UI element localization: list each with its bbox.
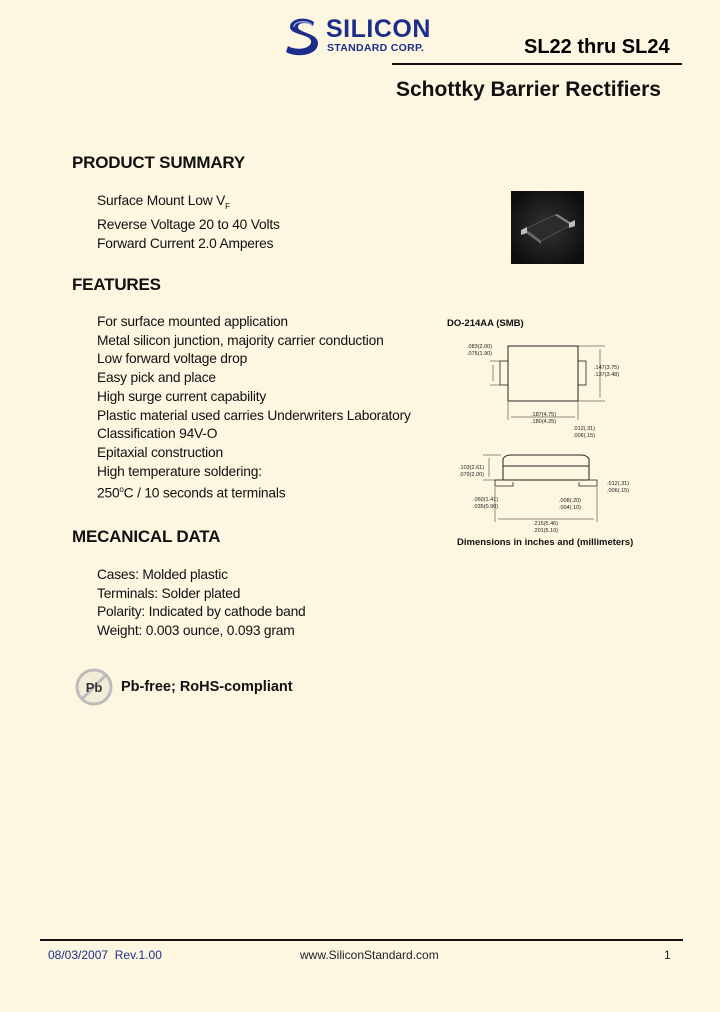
summary-item: Surface Mount Low $V_F$ (97, 193, 230, 211)
dim-label: .060(1.41) (473, 497, 499, 503)
footer-page-number: 1 (664, 948, 671, 962)
summary-list (97, 192, 280, 254)
header-divider (392, 63, 682, 65)
mechanical-item: Polarity: Indicated by cathode band (97, 604, 306, 620)
dim-label: .012(.31) (607, 481, 630, 487)
package-dimension-diagram (455, 334, 635, 534)
company-subname: STANDARD CORP. (327, 42, 425, 54)
dim-label: .215(5.46) (533, 521, 559, 527)
dim-label: .201(5.10) (533, 528, 559, 534)
footer-divider (40, 939, 683, 941)
dimension-note: Dimensions in inches and (millimeters) (457, 537, 634, 548)
dim-label: .103(2.61) (459, 465, 485, 471)
dim-label: .006(.15) (573, 433, 596, 439)
feature-item: Plastic material used carries Underwriters Laboratory (97, 407, 411, 423)
footer-date-revision: 08/03/2007 Rev.1.00 (48, 948, 162, 962)
svg-text:Pb: Pb (85, 680, 103, 695)
feature-item: High temperature soldering: (97, 463, 262, 479)
feature-item: Classification 94V-O (97, 426, 218, 442)
feature-item: 250$^o$C / 10 seconds at terminals (97, 485, 286, 501)
dim-label: .147(3.75) (594, 365, 620, 371)
footer-website-link[interactable]: www.SiliconStandard.com (300, 948, 439, 962)
dim-label: .012(.31) (573, 426, 596, 432)
dim-label: .180(4.25) (531, 419, 557, 425)
mechanical-item: Cases: Molded plastic (97, 567, 228, 582)
summary-item: Forward Current 2.0 Amperes (97, 236, 274, 252)
pb-free-icon (75, 668, 113, 706)
component-photo (511, 191, 584, 264)
dim-label: .035(0.90) (473, 504, 499, 510)
mechanical-heading: MECANICAL DATA (72, 527, 221, 546)
summary-item: Reverse Voltage 20 to 40 Volts (97, 217, 280, 233)
dim-label: .187(4.75) (531, 412, 557, 418)
feature-item: Epitaxial construction (97, 444, 223, 460)
dim-label: .004(.10) (559, 505, 582, 511)
feature-item: For surface mounted application (97, 314, 288, 329)
rohs-label: Pb-free; RoHS-compliant (121, 679, 293, 695)
feature-item: Easy pick and place (97, 370, 216, 386)
mechanical-list (97, 566, 306, 641)
company-name: SILICON (326, 15, 431, 43)
package-title: DO-214AA (SMB) (447, 318, 524, 329)
mechanical-item: Weight: 0.003 ounce, 0.093 gram (97, 623, 295, 639)
dim-label: .083(2.00) (467, 344, 493, 350)
feature-item: Metal silicon junction, majority carrier conduction (97, 332, 384, 348)
dim-label: .079(2.00) (459, 472, 485, 478)
dim-label: .137(3.48) (594, 372, 620, 378)
dim-label: .008(.20) (559, 498, 582, 504)
mechanical-item: Terminals: Solder plated (97, 585, 241, 601)
dim-label: .075(1.90) (467, 351, 493, 357)
company-logo-icon (284, 16, 320, 58)
features-heading: FEATURES (72, 275, 161, 294)
feature-item: Low forward voltage drop (97, 351, 248, 367)
feature-item: High surge current capability (97, 388, 267, 404)
document-subtitle: Schottky Barrier Rectifiers (396, 78, 661, 101)
features-list (97, 313, 411, 504)
part-range: SL22 thru SL24 (524, 36, 670, 58)
summary-heading: PRODUCT SUMMARY (72, 153, 245, 172)
dim-label: .006(.15) (607, 488, 630, 494)
